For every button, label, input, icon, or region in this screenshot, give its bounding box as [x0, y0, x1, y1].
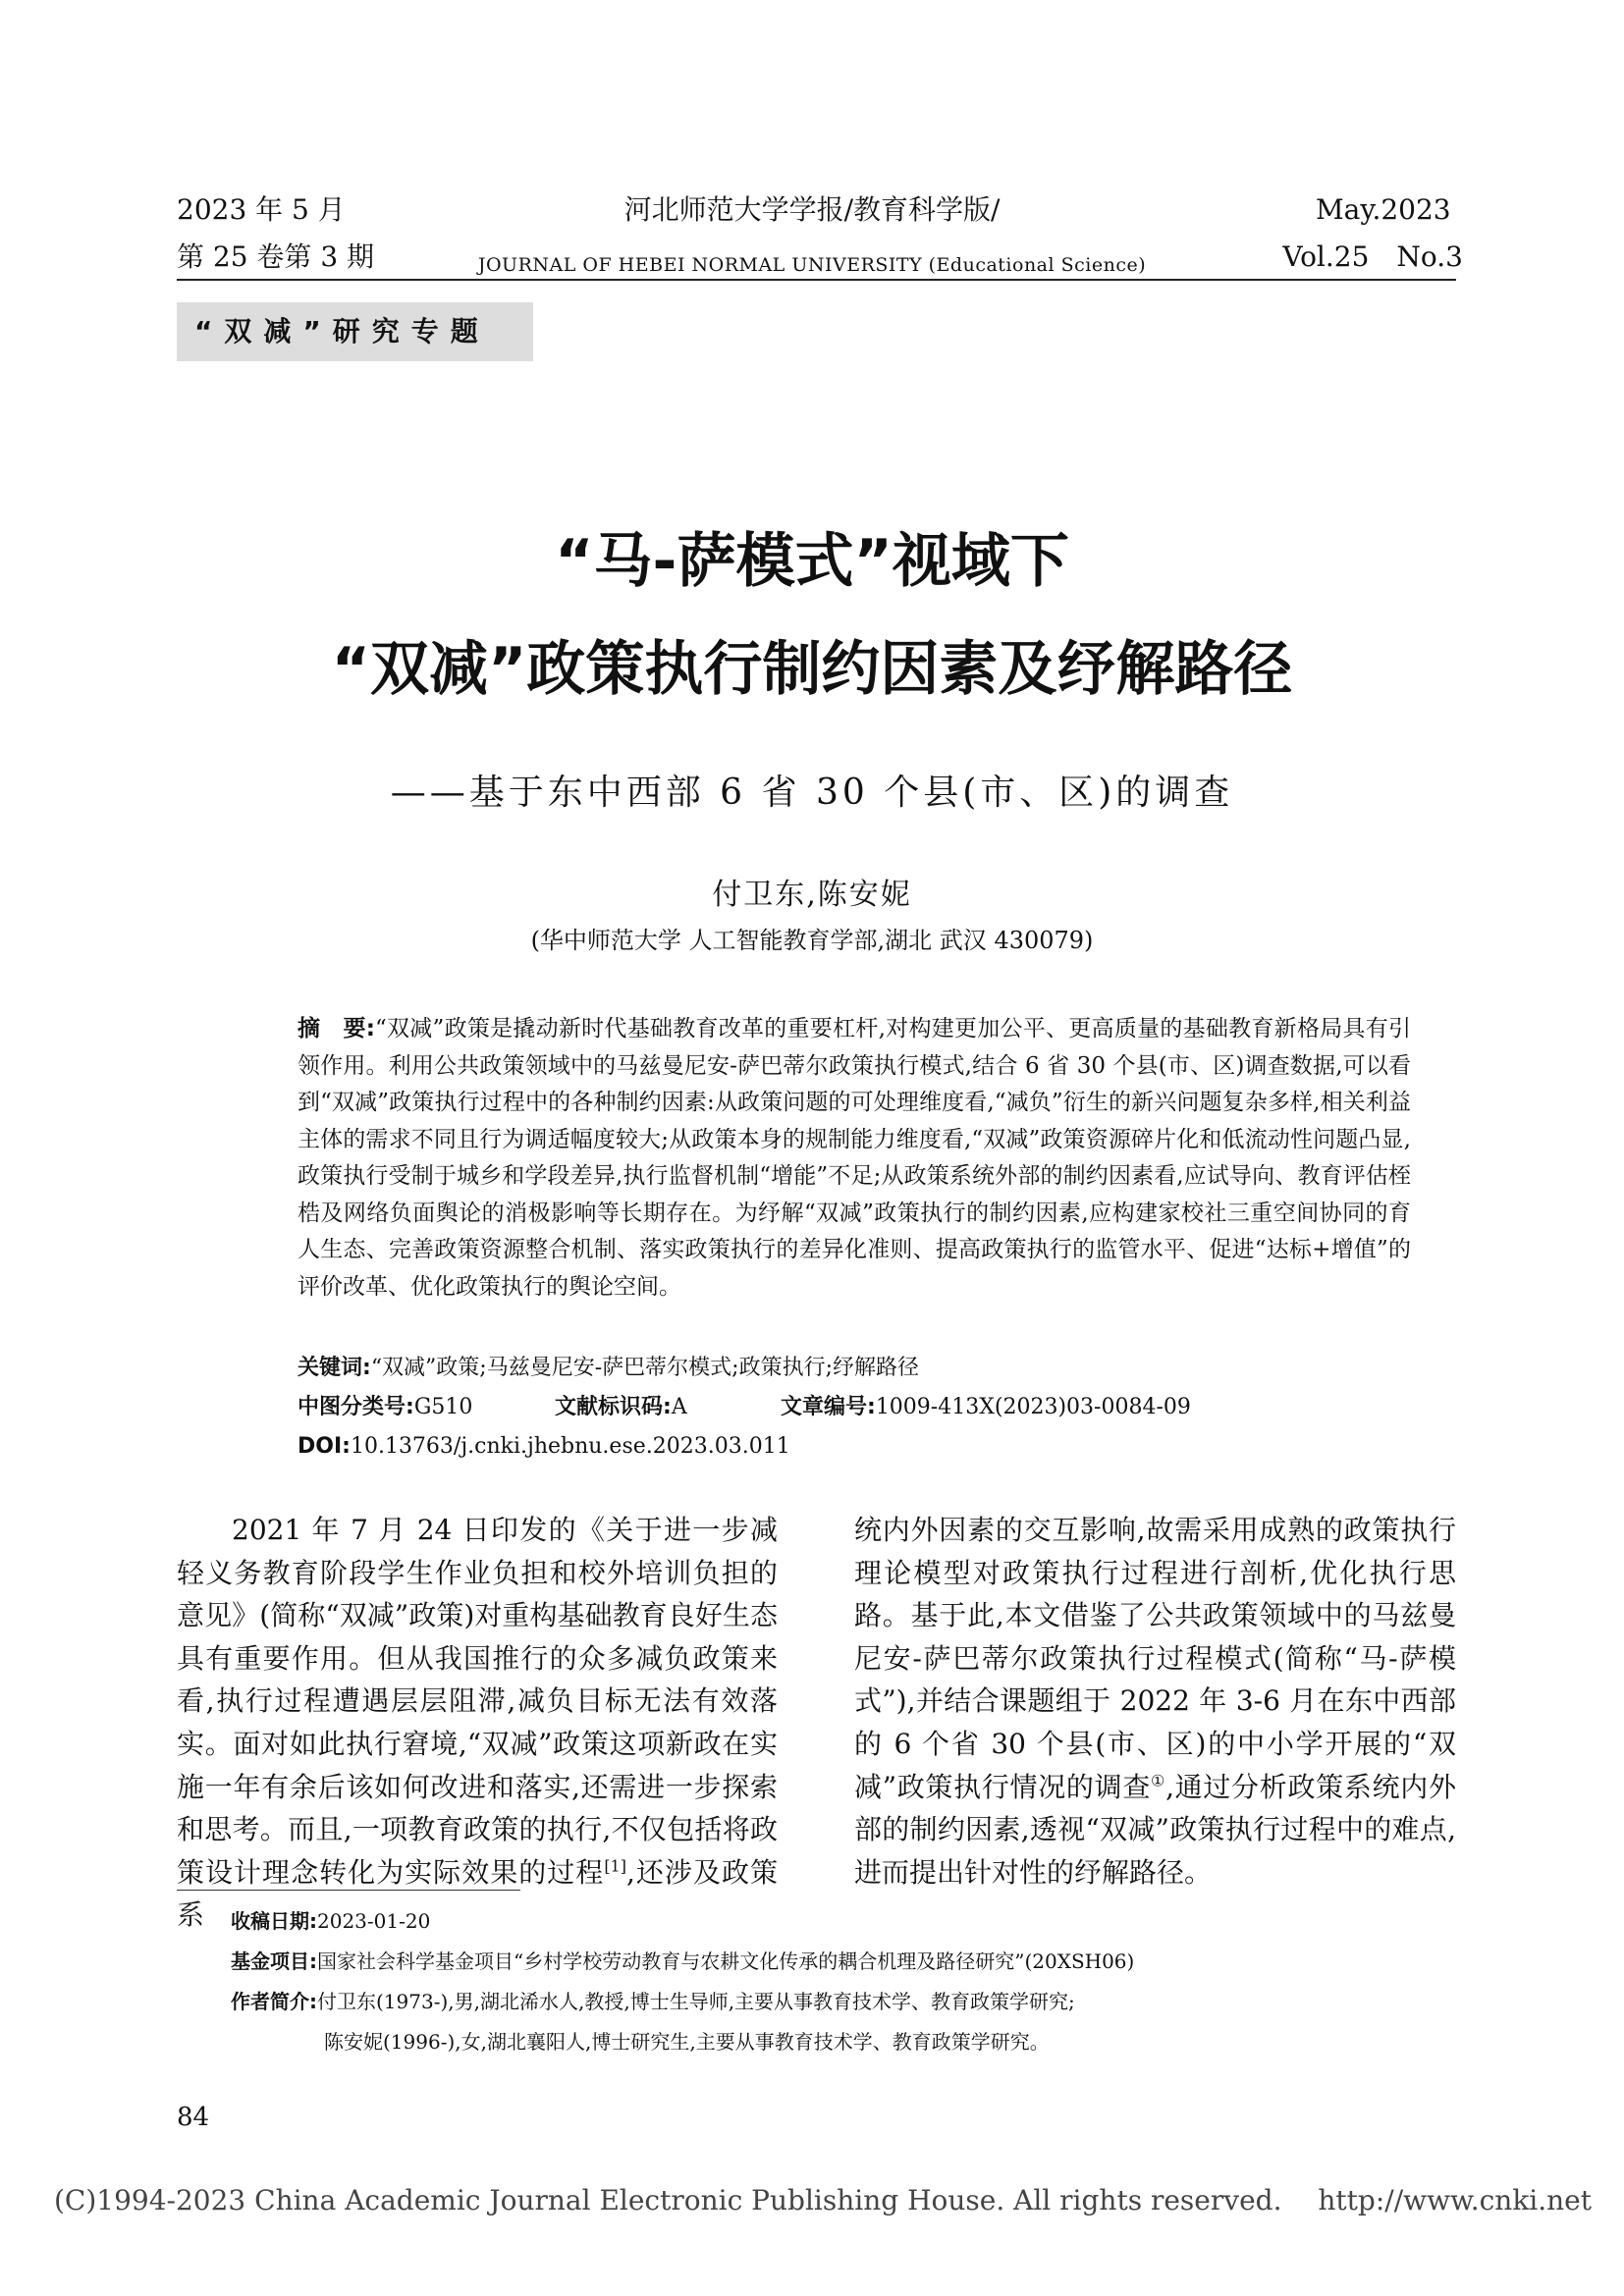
abstract-label: 摘 要: — [298, 1016, 375, 1041]
author-bio-1 — [231, 1986, 1075, 2017]
doi-label: DOI: — [298, 1434, 351, 1459]
article-number-label: 文章编号: — [781, 1395, 876, 1419]
body-left-text: 2021 年 7 月 24 日印发的《关于进一步减轻义务教育阶段学生作业负担和校外培训负担的意见》(简称“双减”政策)对重构基础教育良好生态具有重要作用。但从我国推行的众多减负政策来看,执行过程遭遇层层阻滞,减负目标无法有效落实。面对如此执行窘境,“双减”政策这项新政在实施一年有余后该如何改进和落实,还需进一步探索和思考。而且,一项教育政策的执行,不仅包括将政策设计理念转化为实际效果的过程 — [177, 1514, 778, 1889]
subtitle: ——基于东中西部 6 省 30 个县(市、区)的调查 — [390, 773, 1234, 813]
fund-project — [231, 1946, 1134, 1977]
body-left-tail: ,还涉及政策系 — [177, 1855, 778, 1932]
body-right-text-b: ,通过分析政策系统内外部的制约因素,透视“双减”政策执行过程中的难点,进而提出针对性的纾解路径。 — [854, 1770, 1456, 1889]
article-number — [781, 1390, 1191, 1425]
body-right-text-a: 统内外因素的交互影响,故需采用成熟的政策执行理论模型对政策执行过程进行剖析,优化执行思路。基于此,本文借鉴了公共政策领域中的马兹曼尼安-萨巴蒂尔政策执行过程模式(简称“马-萨模式”),并结合课题组于 2022 年 3-6 月在东中西部的 6 个省 30 个县(市、区)的中小学开展的“双减”政策执行情况的调查 — [854, 1514, 1456, 1803]
keywords-label: 关键词: — [298, 1356, 371, 1380]
author-bio-2: 陈安妮(1996-),女,湖北襄阳人,博士研究生,主要从事教育技术学、教育政策学研究。 — [324, 2030, 1050, 2054]
doi — [298, 1429, 790, 1465]
header-date-en: May.2023 — [1316, 193, 1451, 226]
authors: 付卫东,陈安妮 — [712, 878, 912, 912]
page-number: 84 — [177, 2103, 210, 2132]
article-number-value: 1009-413X(2023)03-0084-09 — [875, 1395, 1191, 1419]
fund-label: 基金项目: — [231, 1949, 317, 1973]
received-label: 收稿日期: — [231, 1909, 317, 1933]
section-banner: “双减”研究专题 — [177, 302, 533, 361]
header-date-cn: 2023 年 5 月 — [177, 193, 346, 226]
citation-ref: [1] — [604, 1856, 626, 1876]
header-volume-cn: 第 25 卷第 3 期 — [177, 240, 375, 273]
doc-code-value: A — [671, 1395, 687, 1419]
received-date — [231, 1905, 430, 1937]
title-line-2: “双减”政策执行制约因素及纾解路径 — [331, 635, 1293, 704]
clc-number — [298, 1390, 472, 1425]
fund-value: 国家社会科学基金项目“乡村学校劳动教育与农耕文化传承的耦合机理及路径研究”(20XSH06) — [317, 1949, 1135, 1973]
author-bio-label: 作者简介: — [231, 1990, 317, 2013]
body-column-left — [177, 1509, 778, 1937]
keywords — [298, 1351, 919, 1386]
keywords-text: “双减”政策;马兹曼尼安-萨巴蒂尔模式;政策执行;纾解路径 — [370, 1356, 919, 1380]
header-journal-en: JOURNAL OF HEBEI NORMAL UNIVERSITY (Educational Science) — [477, 254, 1147, 276]
clc-value: G510 — [413, 1395, 473, 1419]
body-column-right — [854, 1509, 1456, 1894]
copyright-line: (C)1994-2023 China Academic Journal Electronic Publishing House. All rights reserved. http://www.cnki.net — [54, 2184, 1593, 2216]
abstract-text: “双减”政策是撬动新时代基础教育改革的重要杠杆,对构建更加公平、更高质量的基础教育新格局具有引领作用。利用公共政策领域中的马兹曼尼安-萨巴蒂尔政策执行模式,结合 6 省 30 个县(市、区)调查数据,可以看到“双减”政策执行过程中的各种制约因素:从政策问题的可处理维度看,“减负”衍生的新兴问题复杂多样,相关利益主体的需求不同且行为调适幅度较大;从政策本身的规制能力维度看,“双减”政策资源碎片化和低流动性问题凸显,政策执行受制于城乡和学段差异,执行监督机制“增能”不足;从政策系统外部的制约因素看,应试导向、教育评估桎梏及网络负面舆论的消极影响等长期存在。为纾解“双减”政策执行的制约因素,应构建家校社三重空间协同的育人生态、完善政策资源整合机制、落实政策执行的差异化准则、提高政策执行的监管水平、促进“达标+增值”的评价改革、优化政策执行的舆论空间。 — [298, 1016, 1412, 1300]
doc-code-label: 文献标识码: — [555, 1395, 672, 1419]
affiliation: (华中师范大学 人工智能教育学部,湖北 武汉 430079) — [530, 927, 1094, 954]
abstract — [298, 1011, 1411, 1306]
header-journal-cn: 河北师范大学学报/教育科学版/ — [623, 193, 1001, 226]
clc-label: 中图分类号: — [298, 1395, 414, 1419]
doc-code — [555, 1390, 687, 1425]
header-volume-en: Vol.25 No.3 — [1282, 240, 1463, 273]
footnote-marker: ① — [1151, 1771, 1166, 1790]
doi-value: 10.13763/j.cnki.jhebnu.ese.2023.03.011 — [350, 1434, 790, 1459]
received-value: 2023-01-20 — [317, 1909, 431, 1933]
header-rule — [177, 279, 1456, 281]
author-bio-1-text: 付卫东(1973-),男,湖北浠水人,教授,博士生导师,主要从事教育技术学、教育政策学研究; — [317, 1990, 1075, 2013]
title-line-1: “马-萨模式”视域下 — [555, 527, 1069, 596]
footnote-rule — [177, 1890, 520, 1891]
